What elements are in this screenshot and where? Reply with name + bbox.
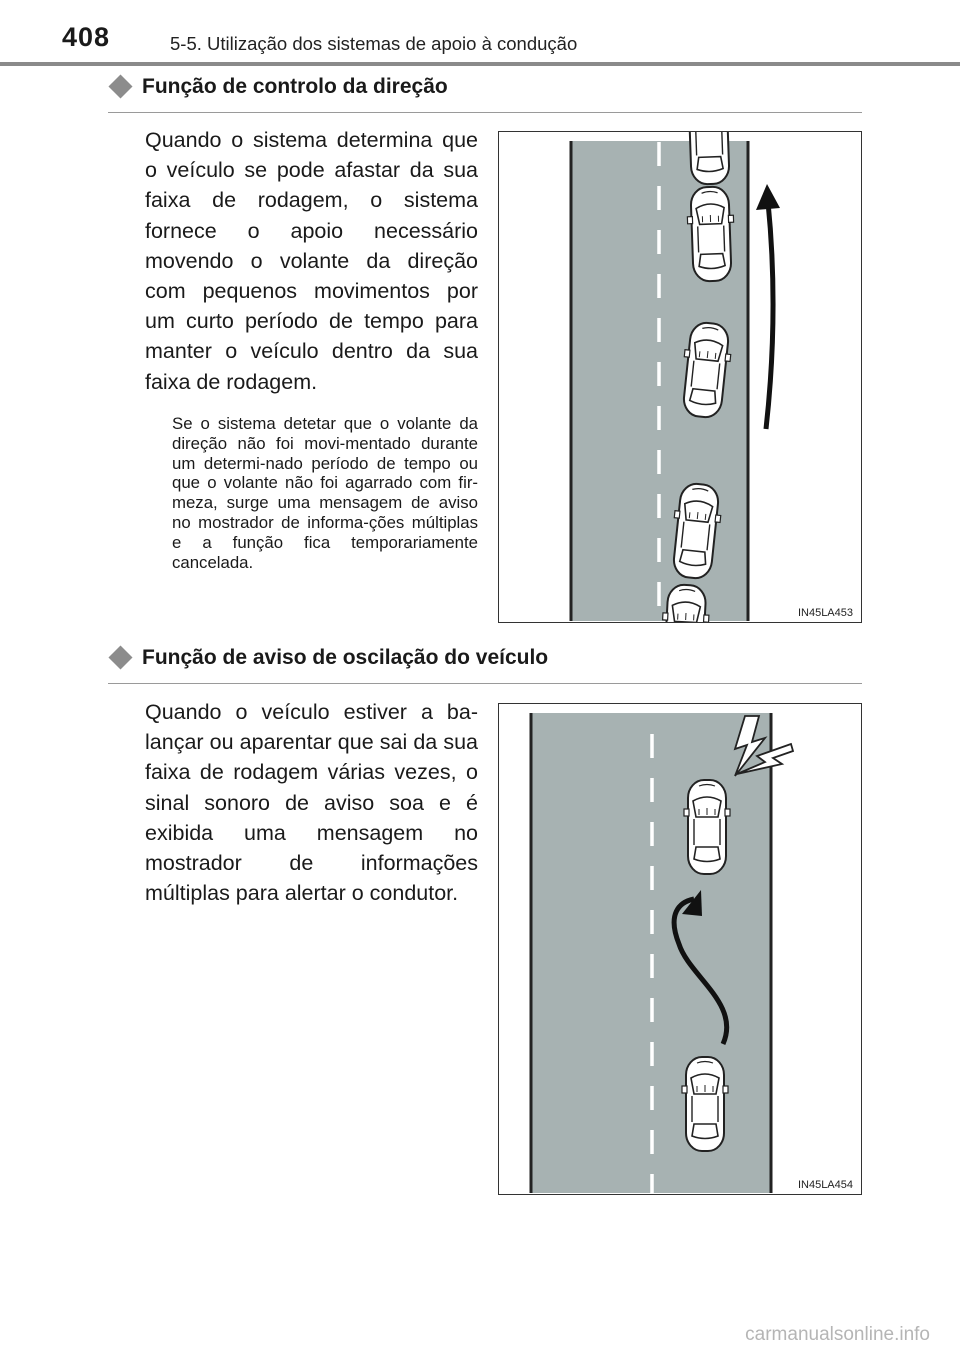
section-heading-sway-warning bbox=[108, 643, 862, 684]
figure-code: IN45LA453 bbox=[797, 607, 853, 619]
diamond-bullet-icon bbox=[108, 74, 132, 98]
figure-code: IN45LA454 bbox=[797, 1179, 853, 1191]
car-icon bbox=[682, 1057, 728, 1151]
section-title: Função de controlo da direção bbox=[142, 75, 448, 98]
section-title: Função de aviso de oscilação do veículo bbox=[142, 646, 549, 669]
watermark: carmanualsonline.info bbox=[745, 1324, 930, 1345]
figure-sway-warning bbox=[498, 703, 862, 1195]
header-rule bbox=[0, 62, 960, 66]
diamond-bullet-icon bbox=[108, 645, 132, 669]
figure-lane-keeping bbox=[498, 131, 862, 623]
section-heading-steering bbox=[108, 72, 862, 113]
figure-illustration bbox=[499, 132, 861, 622]
header-title: 5-5. Utilização dos sistemas de apoio à condução bbox=[170, 33, 578, 54]
arrow-icon bbox=[766, 202, 773, 429]
section-body: Quando o veículo estiver a ba-lançar ou aparentar que sai da sua faixa de rodagem várias vezes, o sinal sonoro de aviso soa e é exibida uma mensagem no mostrador de informações múltiplas para alertar o condutor. bbox=[145, 700, 478, 906]
car-icon bbox=[686, 186, 735, 282]
section-note: Se o sistema detetar que o volante da direção não foi movi-mentado durante um determi-nado período de tempo ou que o volante não foi agarrado com fir-meza, surge uma mensagem de aviso no mostrador de informa-ções múltiplas e a função fica temporariamente cancelada. bbox=[172, 414, 478, 572]
car-icon bbox=[684, 780, 730, 874]
figure-illustration bbox=[499, 704, 861, 1194]
section-body: Quando o sistema determina que o veículo se pode afastar da sua faixa de rodagem, o sistema fornece o apoio necessário movendo o volante da direção com pequenos movimentos por um curto período de tempo para manter o veículo dentro da sua faixa de rodagem. bbox=[145, 128, 478, 394]
arrow-head bbox=[756, 184, 780, 210]
page-number: 408 bbox=[62, 22, 111, 52]
